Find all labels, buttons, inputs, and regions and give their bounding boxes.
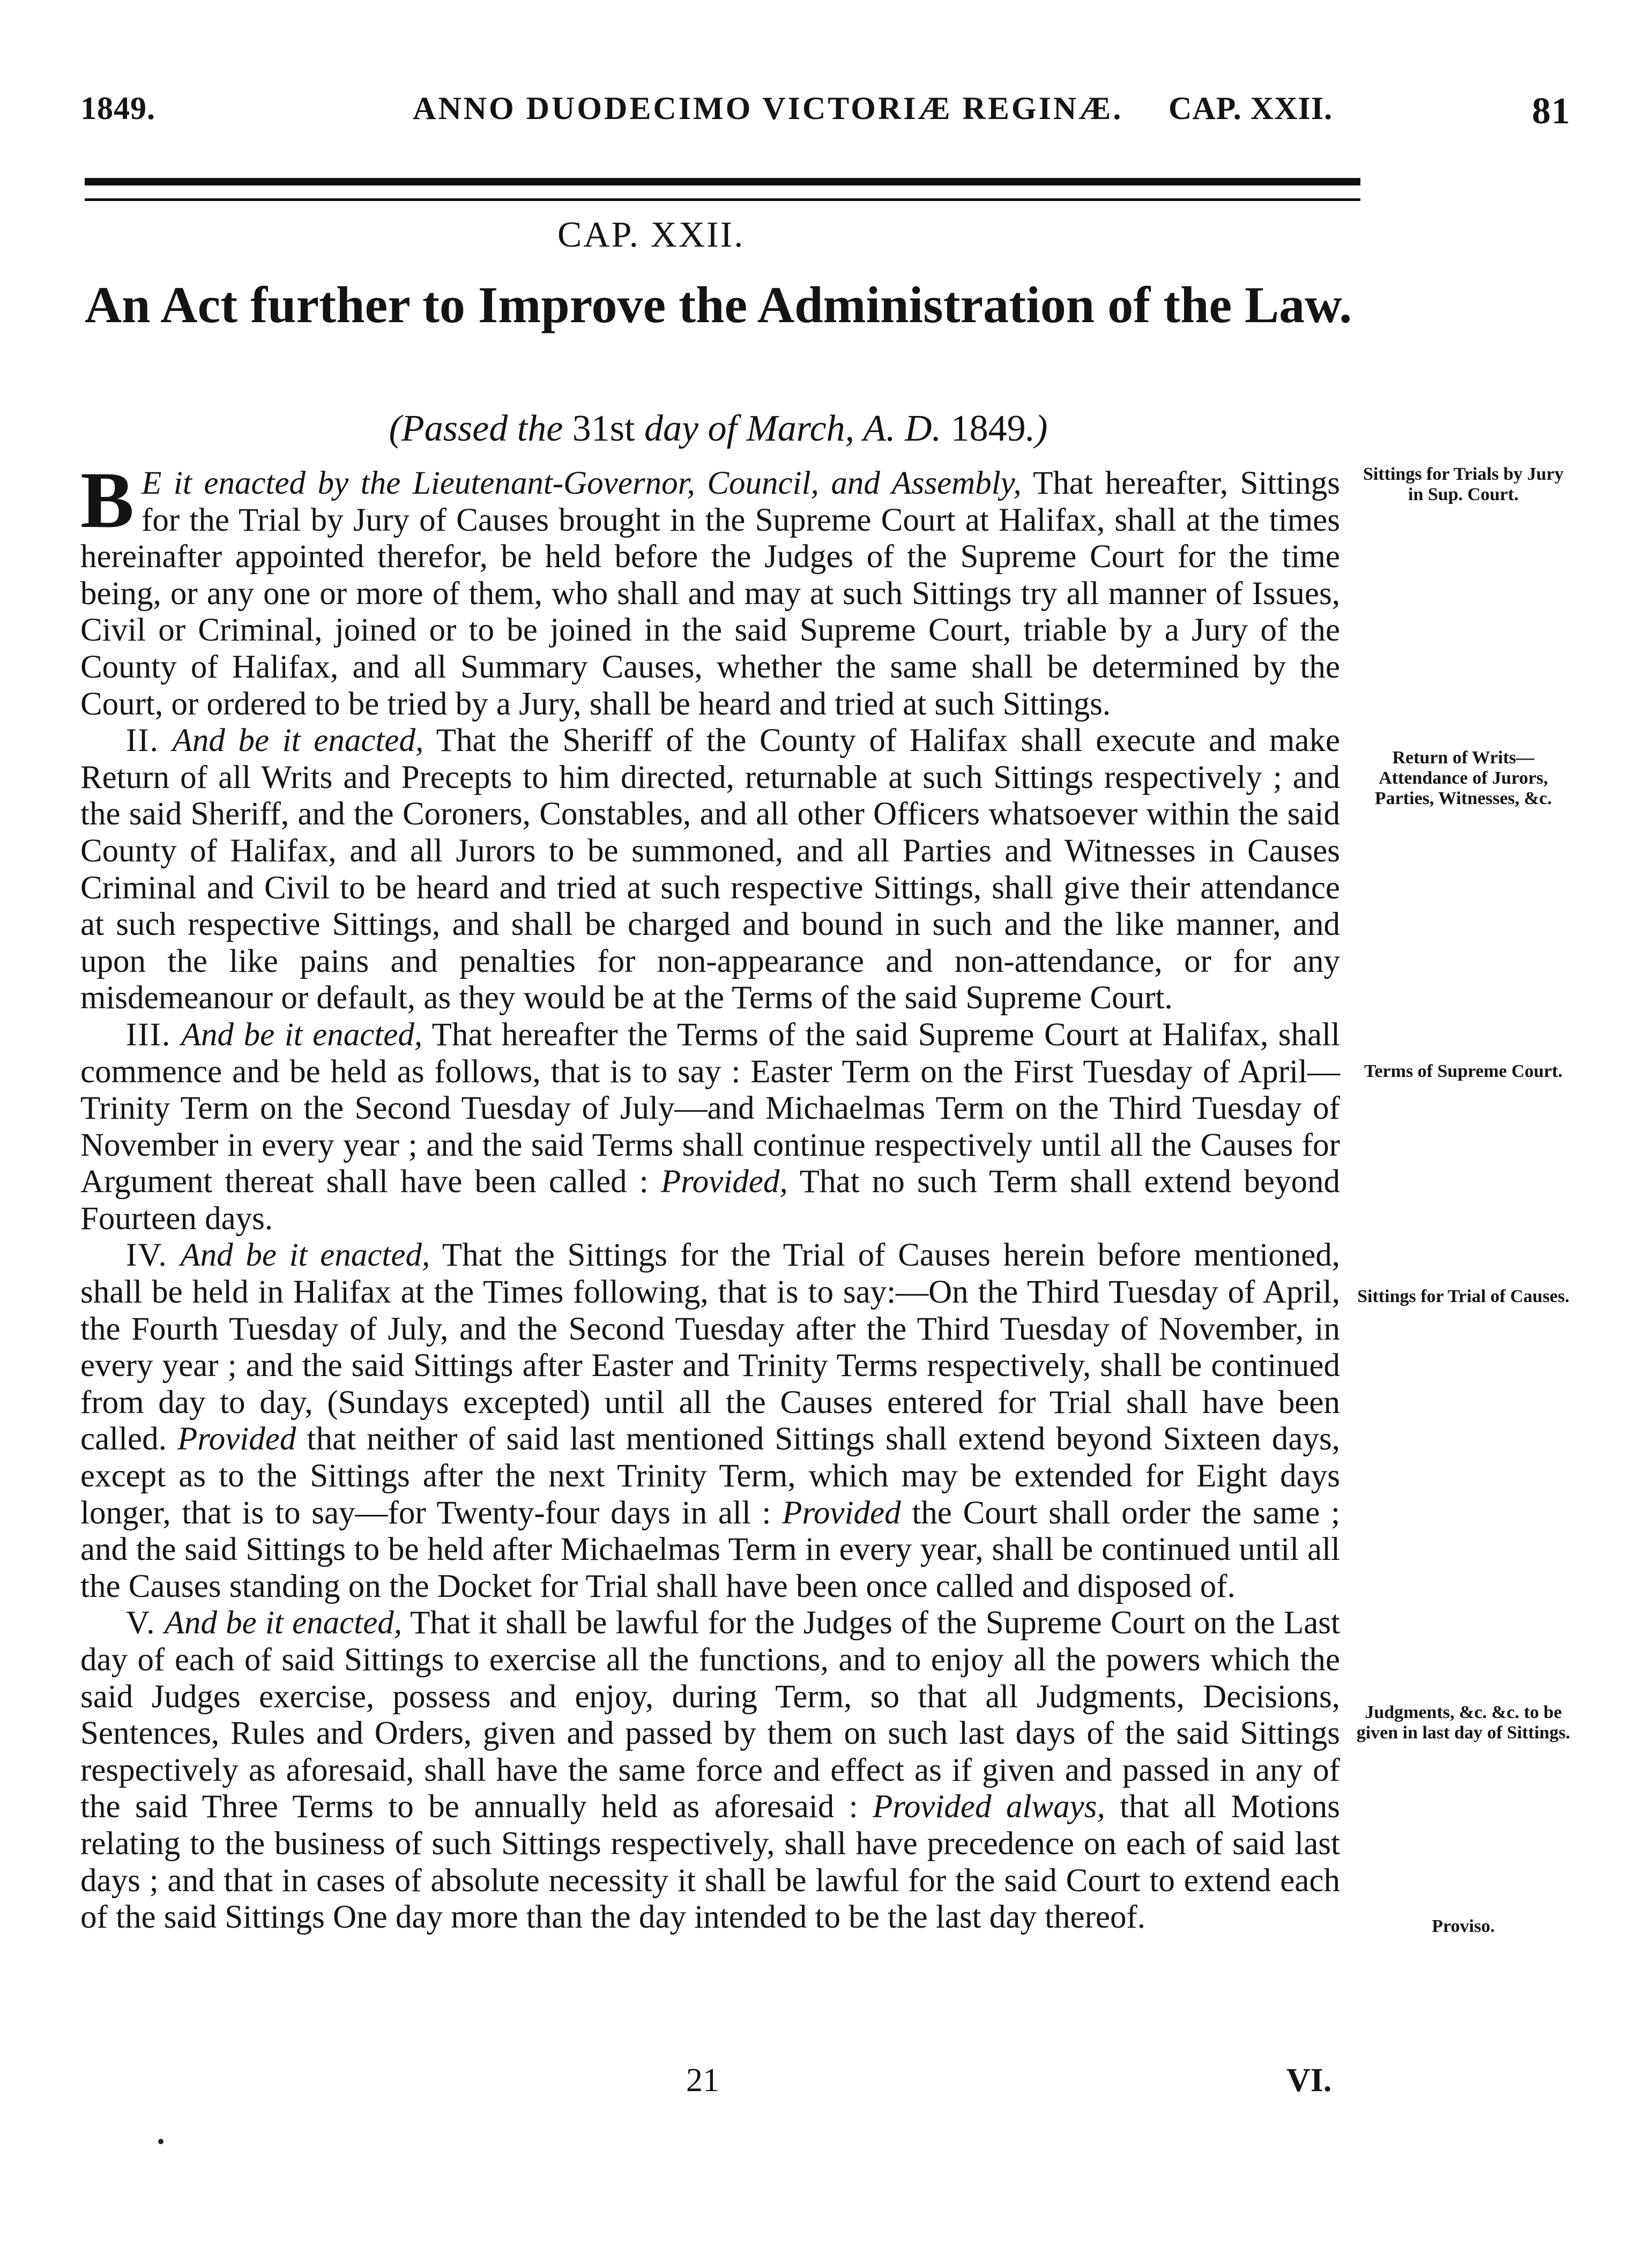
section-lead: And be it enacted,: [164, 1605, 403, 1641]
passed-year: 1849: [950, 408, 1026, 449]
proviso-word: Provided always,: [873, 1789, 1105, 1825]
catchword: VI.: [1286, 2062, 1332, 2099]
act-title: An Act further to Improve the Administration of the Law.: [84, 276, 1352, 333]
section-text-cont: the Court shall order the same ; and the said Sittings to be held after Michaelmas Term in every year, shall be continued until all the Causes standing on the Docket for Trial shall have been once called and disposed of.: [80, 1494, 1340, 1604]
section-5: [80, 1605, 1340, 1936]
running-head-chapter: CAP. XXII.: [1169, 91, 1333, 126]
passed-prefix: (Passed the: [389, 408, 572, 449]
ink-speck: [158, 2139, 163, 2144]
running-head-title: ANNO DUODECIMO VICTORIÆ REGINÆ.: [413, 91, 1123, 126]
passed-day: 31st: [572, 408, 635, 449]
page-number: 81: [1532, 91, 1571, 132]
proviso-word: Provided: [782, 1494, 901, 1531]
enacting-clause: E it enacted by the Lieutenant-Governor, Council, and Assembly,: [142, 465, 1022, 501]
passed-middle: day of March, A. D.: [635, 408, 951, 449]
signature-mark: 21: [686, 2062, 719, 2099]
proviso-word: Provided,: [661, 1164, 788, 1200]
section-lead: And be it enacted,: [181, 1016, 423, 1053]
section-text: That hereafter the Terms of the said Supreme Court at Halifax, shall commence and be held as follows, that is to say : Easter Term on the First Tuesday of April—Trinity Term on the Second Tuesday of July—and Michaelmas Term on the Third Tuesday of November in every year ; and the said Terms shall continue respectively until all the Causes for Argument thereat shall have been called :: [80, 1016, 1340, 1200]
running-head-year: 1849.: [80, 91, 155, 126]
margin-note: Terms of Supreme Court.: [1364, 1061, 1563, 1081]
section-number: IV.: [126, 1237, 168, 1274]
header-rule-thick: [85, 178, 1360, 185]
section-2: [80, 723, 1340, 1017]
section-1: [80, 456, 1340, 723]
passed-date-line: [80, 407, 1356, 450]
section-lead: And be it enacted,: [180, 1237, 430, 1274]
section-4: [80, 1237, 1340, 1605]
section-3: [80, 1017, 1340, 1238]
running-head: [80, 90, 1571, 149]
act-body: [80, 456, 1341, 1936]
section-text-cont: that all Motions relating to the business of such Sittings respectively, shall have precedence on each of said last days ; and that in cases of absolute necessity it shall be lawful for the said Court to extend each of the said Sittings One day more than the day intended to be the last day thereof.: [80, 1789, 1340, 1936]
chapter-heading: CAP. XXII.: [557, 214, 745, 255]
margin-note: Proviso.: [1432, 1916, 1495, 1936]
section-text-cont: That no such Term shall extend beyond Fourteen days.: [80, 1164, 1340, 1237]
margin-note: Sittings for Trials by Jury in Sup. Court.: [1363, 464, 1564, 504]
drop-cap: B: [80, 456, 135, 545]
section-text: That the Sheriff of the County of Halifax shall execute and make Return of all Writs and Precepts to him directed, returnable at such Sittings respectively ; and the said Sheriff, and the Coroners, Constables, and all other Officers whatsoever within the said County of Halifax, and all Jurors to be summoned, and all Parties and Witnesses in Causes Criminal and Civil to be heard and tried at such respective Sittings, shall give their attendance at such respective Sittings, and shall be charged and bound in such and the like manner, and upon the like pains and penalties for non-appearance and non-attendance, or for any misdemeanour or default, as they would be at the Terms of the said Supreme Court.: [80, 723, 1341, 1016]
header-rule-thin: [85, 198, 1360, 201]
passed-suffix: .): [1025, 408, 1048, 449]
margin-note: Sittings for Trial of Causes.: [1357, 1287, 1569, 1306]
section-number: III.: [126, 1016, 172, 1053]
section-text-cont: that neither of said last mentioned Sittings shall extend beyond Sixteen days, except as to the Sittings after the next Trinity Term, which may be extended for Eight days longer, that is to say—for Twenty-four days in all :: [80, 1421, 1340, 1531]
section-number: II.: [126, 723, 159, 759]
section-lead: And be it enacted,: [172, 723, 424, 759]
section-text: That hereafter, Sittings for the Trial by Jury of Causes brought in the Supreme Court at Halifax, shall at the times hereinafter appointed therefor, be held before the Judges of the Supreme Court for the time being, or any one or more of them, who shall and may at such Sittings try all manner of Issues, Civil or Criminal, joined or to be joined in the said Supreme Court, triable by a Jury of the County of Halifax, and all Summary Causes, whether the same shall be determined by the Court, or ordered to be tried by a Jury, shall be heard and tried at such Sittings.: [80, 465, 1340, 722]
section-text: That it shall be lawful for the Judges of the Supreme Court on the Last day of each of said Sittings to exercise all the functions, and to enjoy all the powers which the said Judges exercise, possess and enjoy, during Term, so that all Judgments, Decisions, Sentences, Rules and Orders, given and passed by them on such last days of the said Sittings respectively as aforesaid, shall have the same force and effect as if given and passed in any of the said Three Terms to be annually held as aforesaid :: [80, 1605, 1340, 1825]
section-number: V.: [126, 1605, 156, 1641]
margin-note: Return of Writs—Attendance of Jurors, Parties, Witnesses, &c.: [1374, 748, 1552, 808]
margin-note: Judgments, &c. &c. to be given in last day of Sittings.: [1356, 1702, 1571, 1743]
section-text: That the Sittings for the Trial of Causes herein before mentioned, shall be held in Halifax at the Times following, that is to say:—On the Third Tuesday of April, the Fourth Tuesday of July, and the Second Tuesday after the Third Tuesday of November, in every year ; and the said Sittings after Easter and Trinity Terms respectively, shall be continued from day to day, (Sundays excepted) until all the Causes entered for Trial shall have been called.: [80, 1237, 1341, 1458]
proviso-word: Provided: [177, 1421, 296, 1458]
